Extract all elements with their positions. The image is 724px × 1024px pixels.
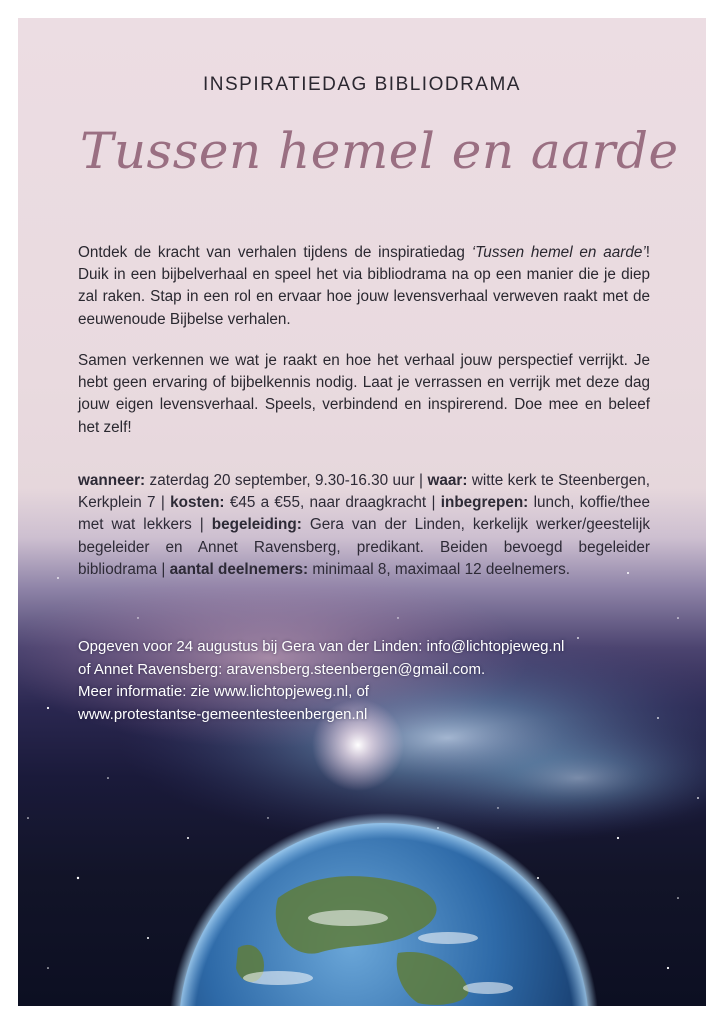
- included-label: inbegrepen:: [440, 494, 529, 512]
- intro-title-emphasis: ‘Tussen hemel en aarde’: [471, 244, 646, 261]
- where-label: waar:: [427, 472, 468, 489]
- more-info-line[interactable]: Meer informatie: zie www.lichtopjeweg.nl, of: [78, 683, 369, 700]
- guidance-value: Gera van der Linden, kerkelijk werker/geestelijk begeleider en Annet Ravensberg, predikant. Beiden bevoegd begeleider bibliodrama |: [78, 516, 650, 578]
- included-value: lunch, koffie/thee met wat lekkers |: [78, 494, 650, 534]
- website-link[interactable]: www.protestantse-gemeentesteenbergen.nl: [78, 705, 368, 723]
- when-value: zaterdag 20 september, 9.30-16.30 uur |: [145, 472, 428, 489]
- cost-label: kosten:: [170, 494, 225, 512]
- event-details: [78, 470, 650, 581]
- intro-text-a: Ontdek de kracht van verhalen tijdens de inspiratiedag: [78, 244, 472, 261]
- cost-value: €45 a €55, naar draagkracht |: [224, 494, 441, 512]
- event-title: Tussen hemel en aarde: [80, 122, 679, 180]
- guidance-label: begeleiding:: [211, 516, 302, 534]
- signup-info: [78, 636, 668, 726]
- when-label: wanneer:: [78, 472, 146, 489]
- poster: [18, 18, 706, 1006]
- intro-paragraph-1: [78, 242, 650, 331]
- participants-value: minimaal 8, maximaal 12 deelnemers.: [308, 560, 571, 578]
- intro-paragraph-2: Samen verkennen we wat je raakt en hoe het verhaal jouw perspectief verrijkt. Je hebt geen ervaring of bijbelkennis nodig. Laat je verrassen en verrijk met deze dag jouw eigen levensverhaal. Speels, verbindend en inspirerend. Doe mee en beleef het zelf!: [78, 352, 650, 436]
- where-value: witte kerk te Steenbergen, Kerkplein 7 |: [78, 472, 651, 512]
- participants-label: aantal deelnemers:: [169, 560, 309, 578]
- intro-text-b: ! Duik in een bijbelverhaal en speel het via bibliodrama na op een manier die je diep zal raken. Stap in een rol en ervaar hoe jouw levensverhaal verweven raakt met de eeuwenoude Bijbelse verhalen.: [78, 244, 650, 328]
- signup-line-1[interactable]: Opgeven voor 24 augustus bij Gera van der Linden: info@lichtopjeweg.nl: [78, 638, 565, 655]
- event-type-heading: INSPIRATIEDAG BIBLIODRAMA: [203, 74, 521, 95]
- signup-line-2[interactable]: of Annet Ravensberg: aravensberg.steenbergen@gmail.com.: [78, 660, 486, 678]
